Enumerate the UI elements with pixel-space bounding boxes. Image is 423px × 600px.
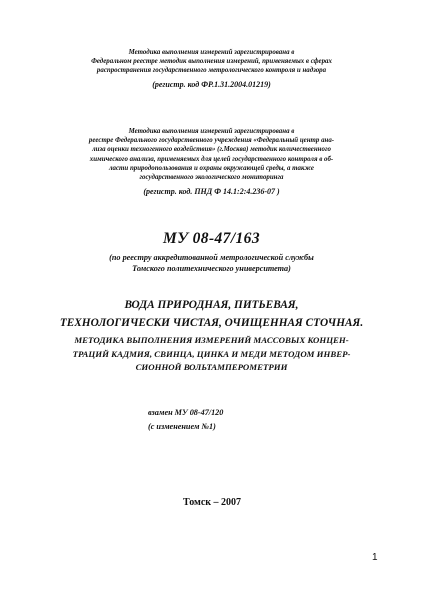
registration-pnd-line: Методика выполнения измерений зарегистрирована в	[128, 128, 295, 135]
document-number: МУ 08-47/163	[163, 230, 260, 247]
registration-pnd-line: государственного экологического мониторинга	[139, 174, 284, 182]
registration-pnd-code: (регистр. код. ПНД Ф 14.1:2:4.236-07 )	[143, 187, 280, 197]
registration-pnd-block	[0, 127, 423, 197]
registry-note-line: (по реестру аккредитованной метрологической службы	[109, 253, 314, 262]
title-line: ВОДА ПРИРОДНАЯ, ПИТЬЕВАЯ,	[124, 299, 299, 311]
replaces-block	[0, 406, 423, 434]
registration-fr-code: (регистр. код ФР.1.31.2004.01219)	[152, 79, 271, 89]
registration-fr-line: Методика выполнения измерений зарегистрирована в	[128, 49, 295, 56]
city-year: Томск – 2007	[183, 497, 242, 508]
registration-fr-line: распространения государственного метрологического контроля и надзора	[96, 67, 327, 75]
registration-pnd-line: лиза оценки техногенного воздействия» (г.Москва) методик количественного	[92, 146, 331, 154]
subtitle-line: СИОННОЙ ВОЛЬТАМПЕРОМЕТРИИ	[135, 362, 288, 372]
document-title	[0, 296, 423, 332]
amendment-note: (с изменением №1)	[148, 422, 216, 431]
replaces-note: взамен МУ 08-47/120	[148, 408, 224, 417]
registry-note-line: Томского политехнического университета)	[132, 264, 291, 273]
subtitle-line: ТРАЦИЙ КАДМИЯ, СВИНЦА, ЦИНКА И МЕДИ МЕТОДОМ ИНВЕР-	[72, 348, 351, 359]
registry-note	[0, 252, 423, 274]
registration-pnd-line: реестре Федерального государственного учреждения «Федеральный центр ана-	[88, 137, 335, 145]
registration-fr-line: Федеральном реестре методик выполнения измерений, применяемых в сферах	[91, 58, 332, 66]
registration-pnd-line: химического анализа, применяемых для целей государственного контроля в об-	[89, 155, 334, 163]
title-line: ТЕХНОЛОГИЧЕСКИ ЧИСТАЯ, ОЧИЩЕННАЯ СТОЧНАЯ.	[59, 317, 364, 329]
subtitle-line: МЕТОДИКА ВЫПОЛНЕНИЯ ИЗМЕРЕНИЙ МАССОВЫХ КОНЦЕН-	[74, 335, 349, 345]
registration-pnd-line: ласти природопользования и охраны окружающей среды, а также	[108, 164, 314, 172]
document-subtitle	[0, 334, 423, 375]
page-number: 1	[372, 552, 378, 563]
registration-fr-block	[0, 48, 423, 90]
